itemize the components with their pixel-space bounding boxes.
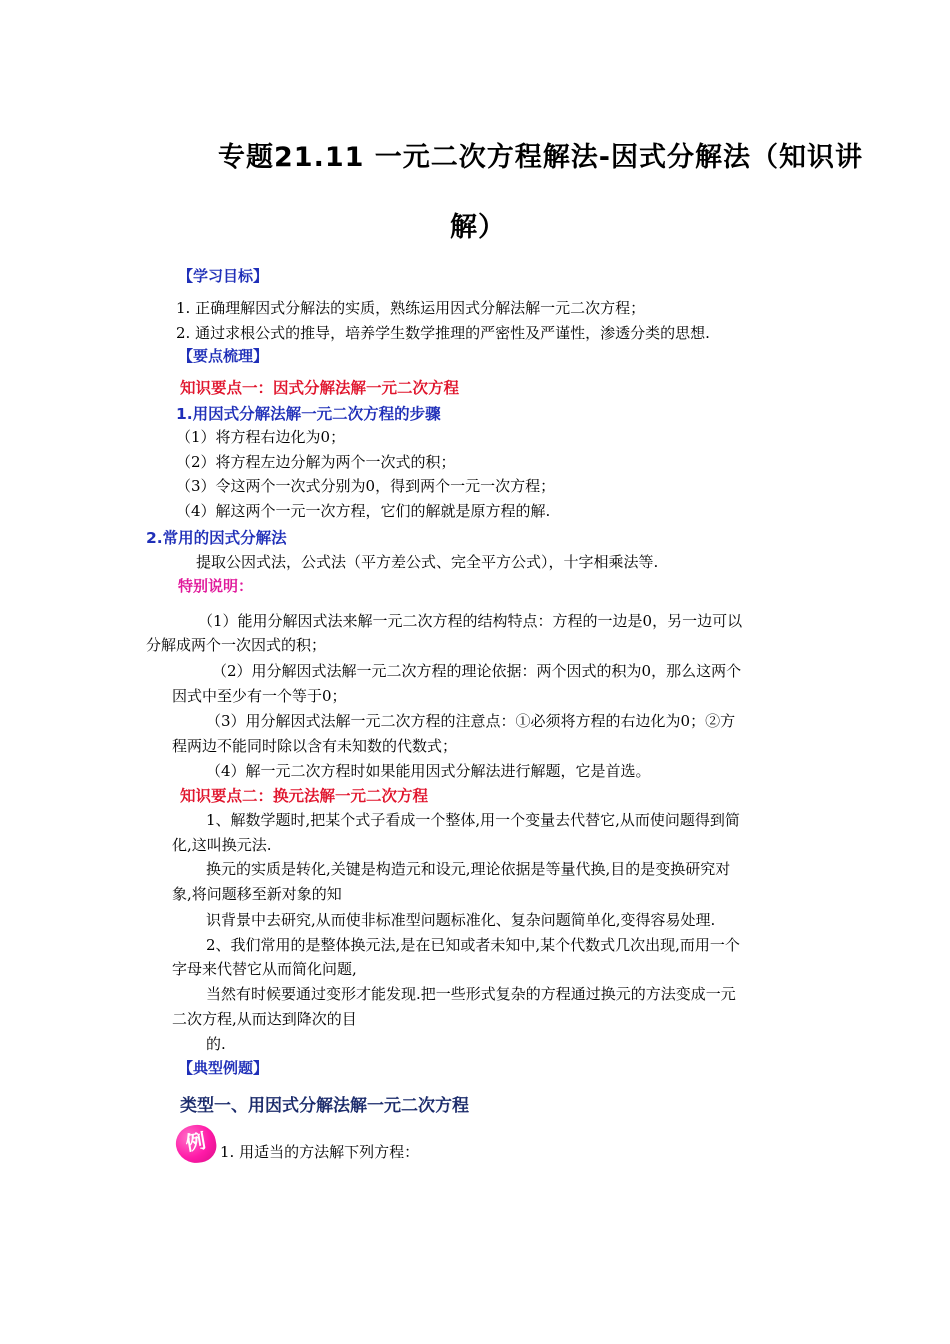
note-line: （3）用分解因式法解一元二次方程的注意点：①必须将方程的右边化为0；②方 [206,712,736,730]
note-line: 程两边不能同时除以含有未知数的代数式； [172,737,458,755]
example-text: 1. 用适当的方法解下列方程： [220,1143,420,1161]
step-item: （2）将方程左边分解为两个一次式的积； [176,453,456,471]
steps-title: 1.用因式分解法解一元二次方程的步骤 [176,405,441,423]
note-line: 分解成两个一次因式的积； [146,636,327,654]
point2-line: 化,这叫换元法. [172,836,272,854]
note-label: 特别说明： [178,577,254,595]
common-methods-title: 2.常用的因式分解法 [146,529,287,547]
point2-line: 象,将问题移至新对象的知 [172,885,342,903]
point2-heading: 知识要点二：换元法解一元二次方程 [180,787,429,805]
page-title-line-1: 专题21.11 一元二次方程解法-因式分解法（知识讲 [218,142,864,173]
note-line: 因式中至少有一个等于0； [172,687,347,705]
objectives-heading: 【学习目标】 [178,267,269,285]
note-line: （4）解一元二次方程时如果能用因式分解法进行解题，它是首选。 [206,762,651,780]
point2-line: 字母来代替它从而简化问题, [172,960,357,978]
step-item: （1）将方程右边化为0； [176,428,346,446]
point2-line: 换元的实质是转化,关键是构造元和设元,理论依据是等量代换,目的是变换研究对 [206,860,731,878]
step-item: （4）解这两个一元一次方程，它们的解就是原方程的解. [176,502,551,520]
example-badge-icon: 例 [173,1122,219,1166]
examples-heading: 【典型例题】 [178,1059,269,1077]
points-heading: 【要点梳理】 [178,347,269,365]
page-title-line-2: 解） [450,212,506,243]
type1-title: 类型一、用因式分解法解一元二次方程 [180,1096,469,1116]
common-methods-text: 提取公因式法，公式法（平方差公式、完全平方公式），十字相乘法等. [196,553,659,571]
point2-line: 2、我们常用的是整体换元法,是在已知或者未知中,某个代数式几次出现,而用一个 [206,936,740,954]
note-line: （2）用分解因式法解一元二次方程的理论依据：两个因式的积为0，那么这两个 [212,662,742,680]
note-line: （1）能用分解因式法来解一元二次方程的结构特点：方程的一边是0，另一边可以 [198,612,743,630]
point2-line: 1、解数学题时,把某个式子看成一个整体,用一个变量去代替它,从而使问题得到简 [206,811,740,829]
point2-line: 的. [206,1035,226,1053]
point2-line: 识背景中去研究,从而使非标准型问题标准化、复杂问题简单化,变得容易处理. [206,911,716,929]
step-item: （3）令这两个一次式分别为0，得到两个一元一次方程； [176,477,556,495]
point1-heading: 知识要点一：因式分解法解一元二次方程 [180,379,460,397]
point2-line: 当然有时候要通过变形才能发现.把一些形式复杂的方程通过换元的方法变成一元 [206,985,736,1003]
objective-item: 2. 通过求根公式的推导，培养学生数学推理的严密性及严谨性，渗透分类的思想. [176,324,710,342]
point2-line: 二次方程,从而达到降次的目 [172,1010,357,1028]
objective-item: 1. 正确理解因式分解法的实质，熟练运用因式分解法解一元二次方程； [176,299,646,317]
